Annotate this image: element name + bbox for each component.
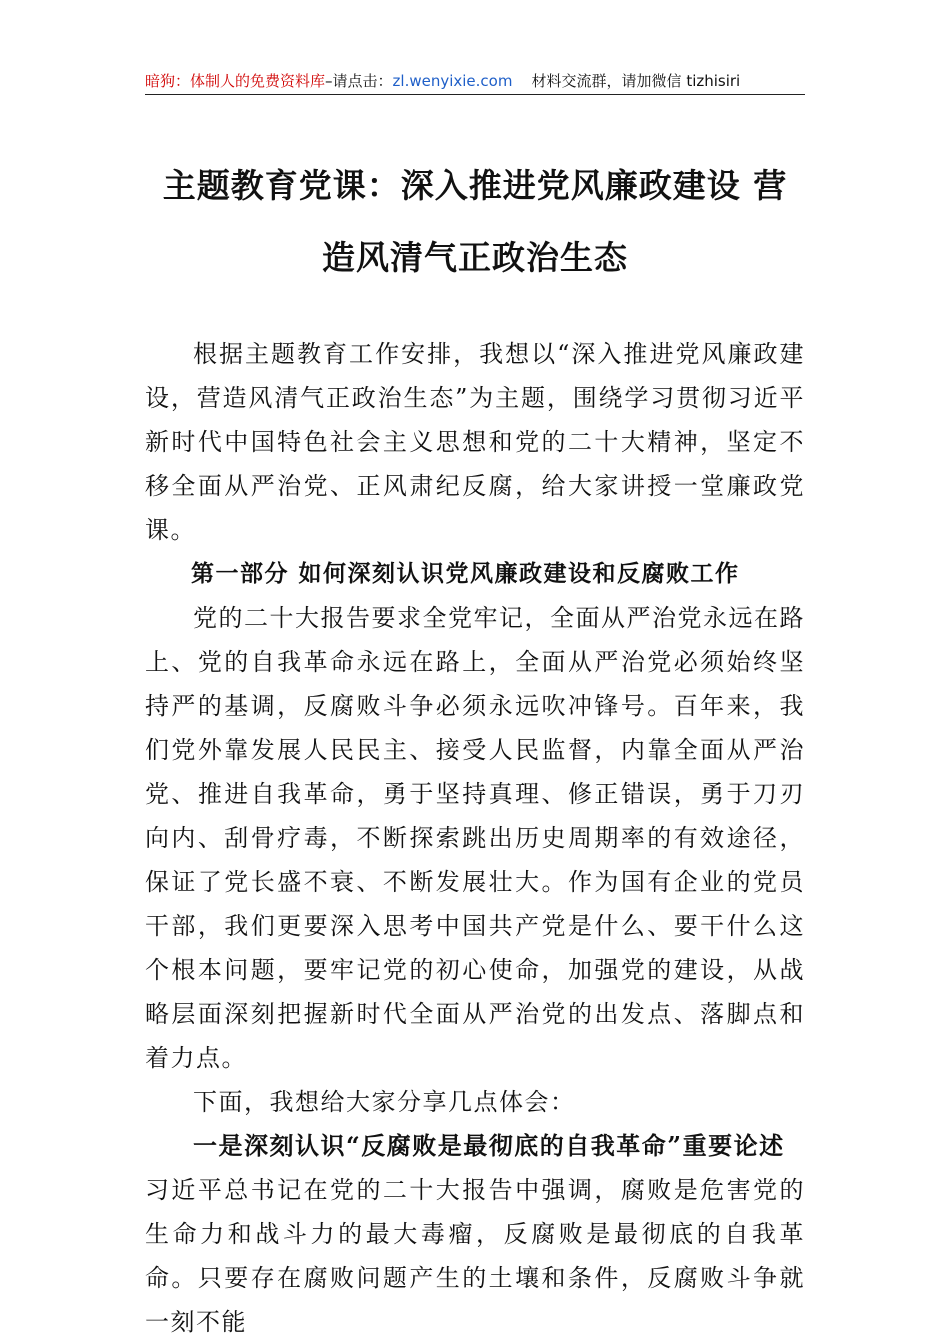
title-line-2: 造风清气正政治生态 [322,238,628,277]
part1-heading: 第一部分 如何深刻认识党风廉政建设和反腐败工作 [191,561,740,587]
title-line-1: 主题教育党课：深入推进党风廉政建设 营 [162,166,788,205]
intro-paragraph: 根据主题教育工作安排，我想以“深入推进党风廉政建设，营造风清气正政治生态”为主题，围绕学习贯彻习近平新时代中国特色社会主义思想和党的二十大精神，坚定不移全面从严治党、正风肃纪反腐，给大家讲授一堂廉政党课。 [145,340,805,544]
point1-heading: 一是深刻认识“反腐败是最彻底的自我革命”重要论述 [193,1131,785,1160]
page-title [145,150,805,294]
header-wechat-note: 材料交流群，请加微信 tizhisiri [531,72,741,90]
document-header [145,70,805,92]
header-site-name[interactable]: 暗狗：体制人的免费资料库 [145,72,326,90]
body-paragraph-1: 党的二十大报告要求全党牢记，全面从严治党永远在路上、党的自我革命永远在路上，全面从严治党必须始终坚持严的基调，反腐败斗争必须永远吹冲锋号。百年来，我们党外靠发展人民民主、接受人民监督，内靠全面从严治党、推进自我革命，勇于坚持真理、修正错误，勇于刀刃向内、刮骨疗毒，不断探索跳出历史周期率的有效途径，保证了党长盛不衰、不断发展壮大。作为国有企业的党员干部，我们更要深入思考中国共产党是什么、要干什么这个根本问题，要牢记党的初心使命，加强党的建设，从战略层面深刻把握新时代全面从严治党的出发点、落脚点和着力点。 [145,604,805,1072]
header-url-link[interactable]: zl.wenyixie.com [392,72,513,90]
header-click-prompt: –请点击： [325,72,393,90]
body-paragraph-2: 下面，我想给大家分享几点体会： [193,1088,576,1116]
header-divider [145,94,805,95]
document-body [145,332,805,1344]
body-paragraph-3: 习近平总书记在党的二十大报告中强调，腐败是危害党的生命力和战斗力的最大毒瘤，反腐败是最彻底的自我革命。只要存在腐败问题产生的土壤和条件，反腐败斗争就一刻不能 [145,1176,805,1336]
